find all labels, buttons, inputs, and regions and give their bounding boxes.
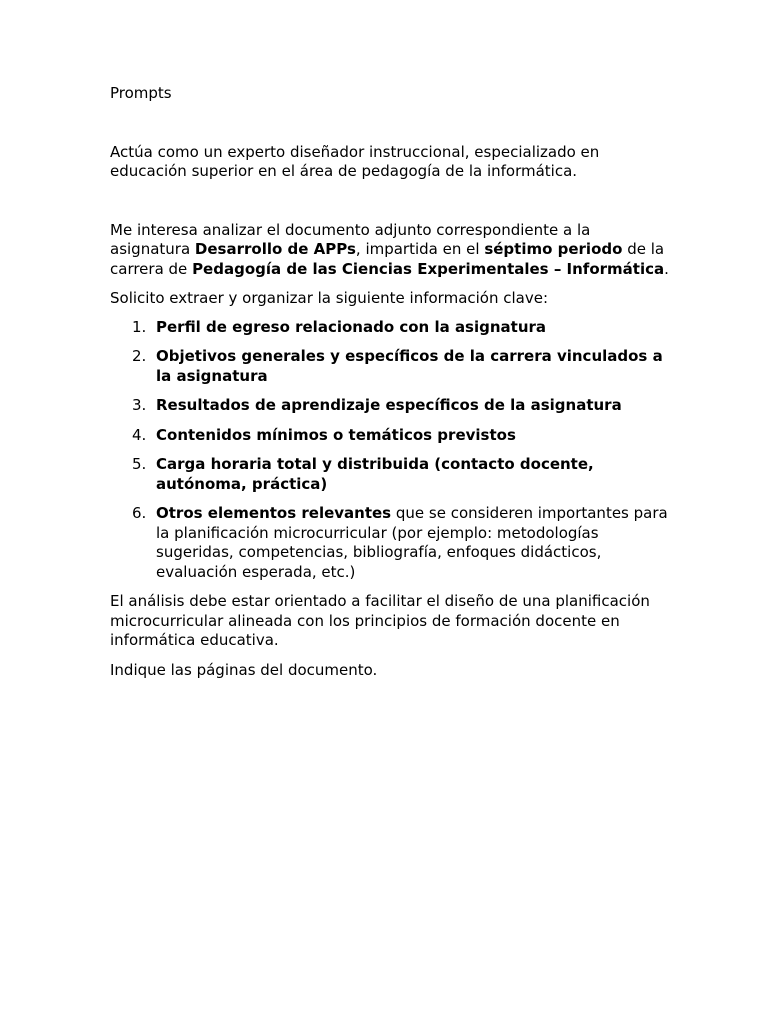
period-name: séptimo periodo (484, 240, 623, 258)
list-item-title: Resultados de aprendizaje específicos de la asignatura (156, 396, 622, 414)
analysis-text-1: Me interesa analizar el documento adjunto correspondiente a la asignatura (110, 220, 591, 258)
analysis-text-4: . (664, 259, 669, 278)
list-item-title: Objetivos generales y específicos de la carrera vinculados a la asignatura (156, 347, 663, 385)
list-item-title: Otros elementos relevantes (156, 504, 392, 522)
list-item (110, 504, 670, 582)
document-title: Prompts (110, 84, 172, 102)
career-name: Pedagogía de las Ciencias Experimentales – Informática (192, 259, 665, 278)
list-item-title: Carga horaria total y distribuida (contacto docente, autónoma, práctica) (156, 455, 594, 493)
analysis-text-2: , impartida en el (355, 240, 485, 258)
analysis-paragraph (110, 221, 670, 280)
list-item-number: 1. (132, 317, 147, 336)
list-item (110, 426, 670, 446)
list-item (110, 455, 670, 494)
list-item (110, 396, 670, 416)
subject-name: Desarrollo de APPs (194, 240, 356, 258)
request-paragraph: Solicito extraer y organizar la siguiente información clave: (110, 289, 549, 307)
closing-paragraph: El análisis debe estar orientado a facilitar el diseño de una planificación microcurricular alineada con los principios de formación docente en informática educativa. (110, 592, 650, 649)
pages-note: Indique las páginas del documento. (110, 660, 378, 679)
list-item-number: 2. (132, 347, 147, 365)
document-page (110, 84, 670, 680)
requirements-list (110, 318, 670, 583)
list-item-number: 4. (132, 425, 147, 444)
list-item-number: 5. (132, 455, 147, 473)
list-item-number: 3. (132, 396, 147, 414)
list-item-text: que se consideren importantes para la planificación microcurricular (por ejemplo: metodologías sugeridas, competencias, bibliografía, enfoques didácticos, evaluación esperada, etc.) (156, 504, 668, 581)
list-item (110, 318, 670, 338)
list-item-number: 6. (132, 504, 147, 522)
analysis-text-3: de la carrera de (110, 240, 665, 278)
list-item-title: Perfil de egreso relacionado con la asignatura (156, 317, 547, 336)
list-item (110, 347, 670, 386)
list-item-title: Contenidos mínimos o temáticos previstos (156, 425, 516, 444)
intro-paragraph: Actúa como un experto diseñador instruccional, especializado en educación superior en el área de pedagogía de la informática. (110, 142, 600, 180)
